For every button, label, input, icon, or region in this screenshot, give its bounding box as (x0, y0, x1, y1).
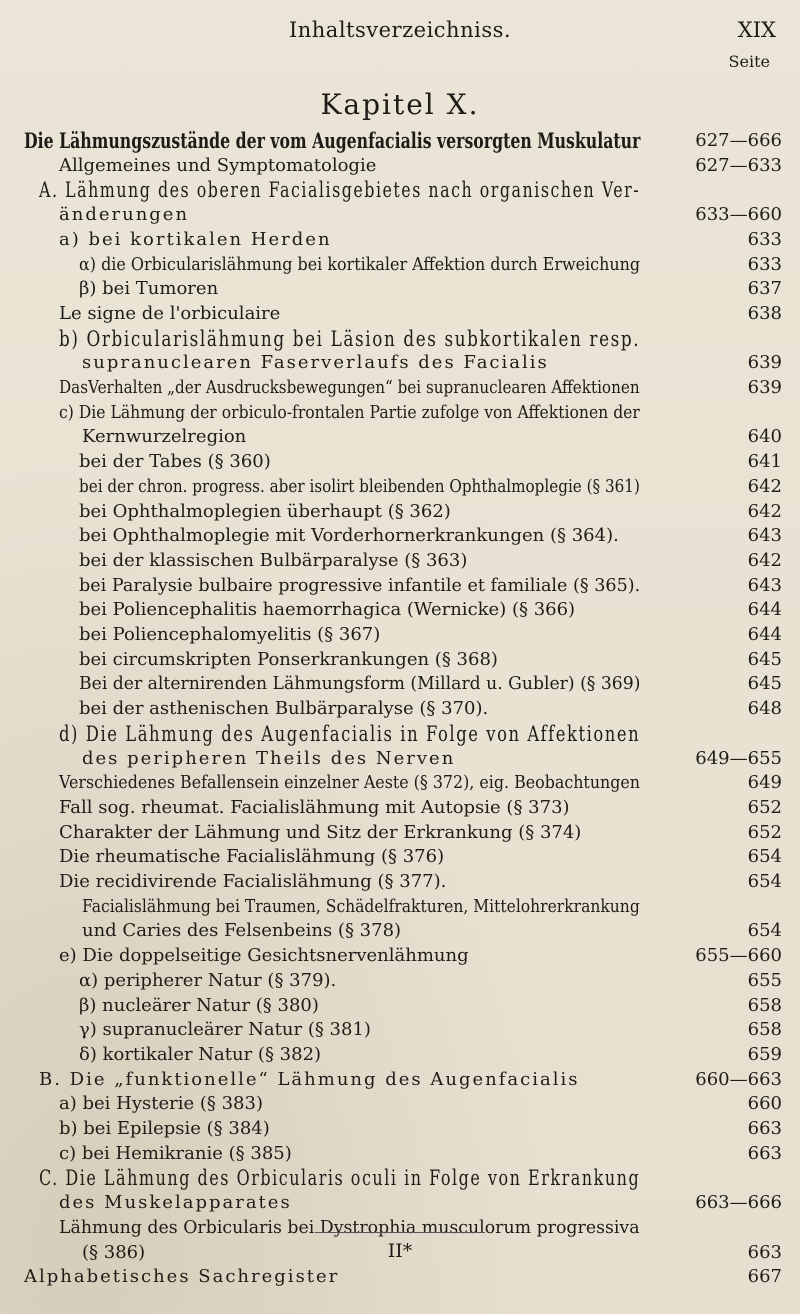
toc-entry-page: 663 (747, 1118, 782, 1139)
toc-entry-text: A. Lähmung des oberen Facialisgebietes nach organischen Ver- (39, 178, 641, 203)
toc-entry-text: Charakter der Lähmung und Sitz der Erkrankung (§ 374) (59, 821, 582, 843)
toc-entry-text: DasVerhalten „der Ausdrucksbewegungen“ bei supranuclearen Affektionen (59, 377, 640, 398)
toc-entry-page: 652 (747, 796, 782, 818)
toc-entry-text: B. Die „funktionelle“ Lähmung des Augenfacialis (39, 1068, 580, 1090)
toc-entry-page: 660—663 (695, 1068, 782, 1090)
toc-entry-text: Fall sog. rheumat. Facialislähmung mit Autopsie (§ 373) (59, 796, 570, 818)
toc-entry-page: 642 (747, 475, 782, 497)
toc-entry-page: 652 (747, 821, 782, 843)
toc-entry-text: c) Die Lähmung der orbiculo-frontalen Partie zufolge von Affektionen der (59, 401, 640, 423)
toc-entry-text: Allgemeines und Symptomatologie (59, 154, 377, 176)
toc-entry-text: bei der asthenischen Bulbärparalyse (§ 370). (79, 698, 489, 720)
toc-entry-text: β) bei Tumoren (79, 278, 219, 300)
toc-entry-page: 655—660 (695, 945, 782, 967)
toc-entry-text: änderungen (59, 204, 190, 226)
running-header-title: Inhaltsverzeichniss. (288, 18, 512, 42)
toc-entry-page: 633 (747, 253, 782, 275)
toc-entry-text: c) bei Hemikranie (§ 385) (59, 1142, 292, 1164)
toc-entry-page: 645 (747, 648, 782, 670)
toc-entry-text: a) bei Hysterie (§ 383) (59, 1093, 263, 1115)
page-column-label: Seite (728, 52, 770, 71)
toc-entry-page: 633—660 (695, 204, 782, 226)
toc-entry-text: β) nucleärer Natur (§ 380) (79, 994, 319, 1016)
toc-entry-page: 643 (747, 525, 782, 547)
toc-entry-page: 639 (747, 377, 782, 398)
toc-entry-page: 658 (747, 1019, 782, 1041)
toc-entry-page: 639 (747, 352, 782, 374)
toc-entry-page: 638 (747, 302, 782, 324)
toc-entry-page: 655 (747, 969, 782, 991)
toc-entry-text: bei Ophthalmoplegie mit Vorderhornerkrankungen (§ 364). (79, 525, 619, 547)
toc-entry-page: 641 (747, 451, 782, 473)
signature-mark: II* (387, 1240, 413, 1262)
running-header-page-number: XIX (737, 18, 776, 42)
toc-entry-text: α) peripherer Natur (§ 379). (79, 969, 337, 991)
toc-entry-text: a) bei kortikalen Herden (59, 228, 332, 250)
toc-entry-text: γ) supranucleärer Natur (§ 381) (79, 1019, 371, 1041)
toc-entry-page: 633 (747, 228, 782, 250)
toc-entry-page: 643 (747, 574, 782, 596)
toc-entry-text: Lähmung des Orbicularis bei Dystrophia musculorum progressiva (59, 1216, 640, 1238)
toc-entry-text: b) Orbicularislähmung bei Läsion des subkortikalen resp. (59, 326, 641, 351)
toc-entry-text: δ) kortikaler Natur (§ 382) (79, 1043, 322, 1065)
toc-entry-page: 627—633 (695, 154, 782, 176)
toc-entry-text: C. Die Lähmung des Orbicularis oculi in Folge von Erkrankung (39, 1166, 641, 1191)
toc-entry-text: bei der Tabes (§ 360) (79, 451, 271, 473)
toc-entry-page: 627—666 (695, 130, 782, 151)
toc-entry-page: 659 (747, 1043, 782, 1065)
toc-entry-text: bei Paralysie bulbaire progressive infantile et familiale (§ 365). (79, 574, 641, 596)
toc-entry-page: 645 (747, 673, 782, 695)
toc-entry-text: Die recidivirende Facialislähmung (§ 377). (59, 871, 447, 892)
toc-entry-page: 644 (747, 599, 782, 621)
toc-entry-page: 649—655 (695, 747, 782, 769)
toc-entry-page: 654 (747, 846, 782, 868)
toc-entry-page: 640 (747, 426, 782, 448)
toc-entry-text: Die rheumatische Facialislähmung (§ 376) (59, 846, 445, 868)
toc-entry-text: bei Poliencephalitis haemorrhagica (Wernicke) (§ 366) (79, 599, 576, 621)
toc-entry-page: 649 (747, 772, 782, 794)
toc-entry-page: 637 (747, 278, 782, 300)
toc-entry-text: b) bei Epilepsie (§ 384) (59, 1118, 270, 1139)
toc-entry-text: Verschiedenes Befallensein einzelner Aeste (§ 372), eig. Beobachtungen (59, 772, 641, 794)
footer-rule (315, 1232, 485, 1233)
toc-entry-text: Die Lähmungszustände der vom Augenfacialis versorgten Muskulatur (24, 128, 641, 153)
toc-entry-text: bei der klassischen Bulbärparalyse (§ 363) (79, 549, 468, 571)
toc-entry-text: bei Ophthalmoplegien überhaupt (§ 362) (79, 500, 451, 522)
toc-entry-text: e) Die doppelseitige Gesichtsnervenlähmung (59, 945, 469, 967)
toc-entry-page: 644 (747, 624, 782, 645)
toc-entry-text: Bei der alternirenden Lähmungsform (Millard u. Gubler) (§ 369) (79, 673, 641, 695)
toc-entry-page: 654 (747, 871, 782, 892)
toc-entry-page: 663—666 (695, 1192, 782, 1214)
toc-entry-text: bei der chron. progress. aber isolirt bleibenden Ophthalmoplegie (§ 361) (79, 475, 640, 497)
toc-entry-page: 663 (747, 1142, 782, 1164)
toc-entry-text: (§ 386) (82, 1241, 146, 1263)
chapter-heading: Kapitel X. (320, 88, 480, 121)
toc-entry-page: 648 (747, 698, 782, 720)
toc-entry-page: 642 (747, 549, 782, 571)
toc-entry-page: 660 (747, 1093, 782, 1115)
toc-entry-page: 658 (747, 994, 782, 1016)
toc-entry-text: Facialislähmung bei Traumen, Schädelfrakturen, Mittelohrerkrankung (82, 895, 640, 917)
toc-entry-page: 654 (747, 920, 782, 942)
toc-entry-text: Le signe de l'orbiculaire (59, 302, 281, 324)
toc-entry-text: bei circumskripten Ponserkrankungen (§ 368) (79, 648, 498, 670)
toc-entry-text: α) die Orbicularislähmung bei kortikaler Affektion durch Erweichung (79, 253, 641, 275)
toc-entry-page: 667 (747, 1266, 782, 1288)
toc-entry-text: Alphabetisches Sachregister (24, 1266, 340, 1288)
toc-entry-text: des Muskelapparates (59, 1192, 292, 1214)
toc-entry-text: d) Die Lähmung des Augenfacialis in Folge von Affektionen (59, 721, 641, 746)
toc-entry-page: 642 (747, 500, 782, 522)
toc-entry-text: Kernwurzelregion (82, 426, 247, 448)
toc-entry-text: und Caries des Felsenbeins (§ 378) (82, 920, 402, 942)
toc-entry-text: des peripheren Theils des Nerven (82, 747, 456, 769)
toc-entry-text: supranuclearen Faserverlaufs des Facialis (82, 352, 549, 374)
toc-entry-page: 663 (747, 1241, 782, 1263)
toc-entry-text: bei Poliencephalomyelitis (§ 367) (79, 624, 381, 645)
toc-entry (0, 1262, 800, 1292)
